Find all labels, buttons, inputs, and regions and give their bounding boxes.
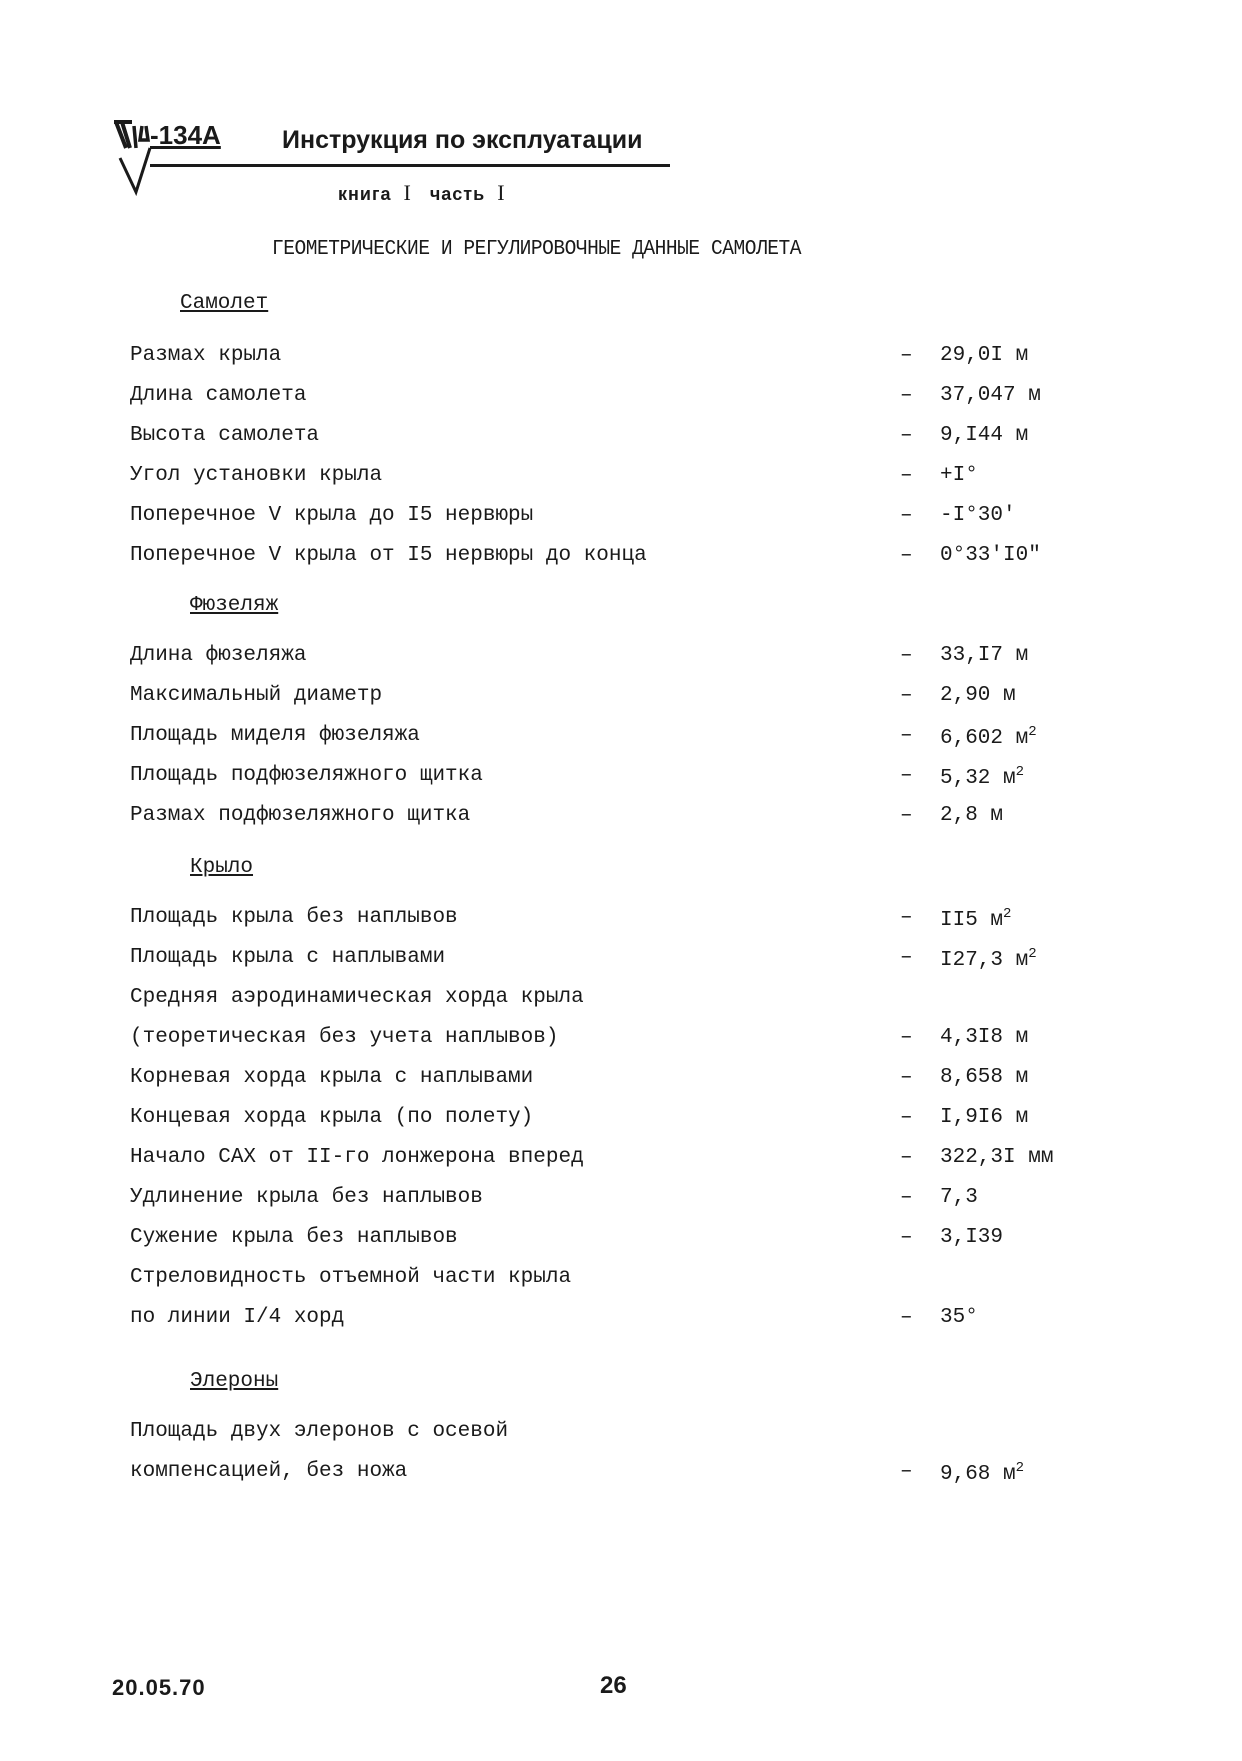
section-title-fuselage: Фюзеляж bbox=[190, 594, 279, 617]
row-label: Площадь крыла с наплывами bbox=[130, 946, 446, 969]
row-dash: – bbox=[900, 344, 913, 367]
table-row bbox=[130, 1106, 1130, 1140]
part-number: I bbox=[497, 180, 506, 205]
row-value: 29,0I м bbox=[940, 344, 1029, 367]
row-dash: – bbox=[900, 1460, 913, 1483]
row-dash: – bbox=[900, 1066, 913, 1089]
row-value-group bbox=[940, 1186, 978, 1209]
row-label: Поперечное V крыла от I5 нервюры до конца bbox=[130, 544, 647, 567]
table-row bbox=[130, 464, 1130, 498]
row-value: 3,I39 bbox=[940, 1226, 1004, 1249]
row-value: 33,I7 м bbox=[940, 644, 1029, 667]
table-row bbox=[130, 1026, 1130, 1060]
row-value-group bbox=[940, 946, 1037, 972]
row-value: 2,8 м bbox=[940, 804, 1004, 827]
table-row bbox=[130, 504, 1130, 538]
row-value: 35° bbox=[940, 1306, 978, 1329]
row-dash: – bbox=[900, 1106, 913, 1129]
row-value: 6,602 м bbox=[940, 727, 1029, 750]
row-label: компенсацией, без ножа bbox=[130, 1460, 408, 1483]
row-value-superscript: 2 bbox=[1003, 906, 1012, 922]
row-label: Поперечное V крыла до I5 нервюры bbox=[130, 504, 534, 527]
row-label: Площадь подфюзеляжного щитка bbox=[130, 764, 483, 787]
footer-date: 20.05.70 bbox=[112, 1675, 206, 1700]
table-row bbox=[130, 764, 1130, 798]
row-value-group bbox=[940, 1146, 1053, 1169]
row-value: 0°33′I0″ bbox=[940, 544, 1041, 567]
row-label: Площадь двух элеронов с осевой bbox=[130, 1420, 509, 1443]
table-row bbox=[130, 724, 1130, 758]
book-label: книга bbox=[338, 184, 392, 204]
table-row bbox=[130, 946, 1130, 980]
table-row bbox=[130, 1306, 1130, 1340]
document-title: Инструкция по эксплуатации bbox=[282, 126, 643, 154]
main-heading: ГЕОМЕТРИЧЕСКИЕ И РЕГУЛИРОВОЧНЫЕ ДАННЫЕ САМОЛЕТА bbox=[272, 238, 801, 261]
row-label: Длина фюзеляжа bbox=[130, 644, 307, 667]
row-label: Стреловидность отъемной части крыла bbox=[130, 1266, 572, 1289]
row-dash: – bbox=[900, 1186, 913, 1209]
row-value-group bbox=[940, 804, 1003, 827]
row-value: 9,68 м bbox=[940, 1463, 1016, 1486]
row-value-group bbox=[940, 644, 1028, 667]
row-label: Размах крыла bbox=[130, 344, 282, 367]
part-label: часть bbox=[429, 184, 486, 204]
table-row bbox=[130, 344, 1130, 378]
row-value-group bbox=[940, 1306, 978, 1329]
row-value-group bbox=[940, 464, 978, 487]
row-value-superscript: 2 bbox=[1015, 1460, 1025, 1476]
row-value: 37,047 м bbox=[940, 384, 1041, 407]
row-label: Сужение крыла без наплывов bbox=[130, 1226, 458, 1249]
row-label: Начало САХ от II-го лонжерона вперед bbox=[130, 1146, 584, 1169]
table-row bbox=[130, 1146, 1130, 1180]
row-label: Корневая хорда крыла с наплывами bbox=[130, 1066, 534, 1089]
row-dash: – bbox=[900, 384, 913, 407]
row-value: +I° bbox=[940, 464, 978, 487]
row-label: Максимальный диаметр bbox=[130, 684, 383, 707]
row-label: Размах подфюзеляжного щитка bbox=[130, 804, 471, 827]
row-dash: – bbox=[900, 1306, 913, 1329]
row-value-group bbox=[940, 724, 1037, 750]
row-label: Угол установки крыла bbox=[130, 464, 383, 487]
row-value-group bbox=[940, 424, 1028, 447]
row-value-group bbox=[940, 1226, 1003, 1249]
table-row bbox=[130, 684, 1130, 718]
table-row bbox=[130, 1266, 1130, 1300]
row-label: Концевая хорда крыла (по полету) bbox=[130, 1106, 534, 1129]
table-row bbox=[130, 906, 1130, 940]
row-dash: – bbox=[900, 764, 913, 787]
row-label: Высота самолета bbox=[130, 424, 320, 447]
row-value: 4,3I8 м bbox=[940, 1026, 1029, 1049]
row-value: -I°30′ bbox=[940, 504, 1016, 527]
row-dash: – bbox=[900, 906, 913, 929]
row-dash: – bbox=[900, 1026, 913, 1049]
table-row bbox=[130, 1420, 1130, 1454]
row-value: I,9I6 м bbox=[940, 1106, 1029, 1129]
table-row bbox=[130, 1186, 1130, 1220]
section-title-aircraft: Самолет bbox=[180, 292, 269, 315]
table-row bbox=[130, 1066, 1130, 1100]
row-value-group bbox=[940, 1460, 1024, 1486]
row-dash: – bbox=[900, 1146, 913, 1169]
table-row bbox=[130, 804, 1130, 838]
row-value-group bbox=[940, 344, 1028, 367]
title-underline bbox=[150, 164, 670, 167]
row-label: по линии I/4 хорд bbox=[130, 1306, 345, 1329]
row-value-group bbox=[940, 1106, 1028, 1129]
row-label: (теоретическая без учета наплывов) bbox=[130, 1026, 559, 1049]
row-label: Удлинение крыла без наплывов bbox=[130, 1186, 483, 1209]
row-value-group bbox=[940, 906, 1011, 932]
page-number: 26 bbox=[600, 1672, 627, 1699]
table-row bbox=[130, 384, 1130, 418]
row-dash: – bbox=[900, 684, 913, 707]
row-dash: – bbox=[900, 464, 913, 487]
aircraft-model: -134A bbox=[150, 120, 221, 150]
row-value-superscript: 2 bbox=[1015, 764, 1025, 780]
row-dash: – bbox=[900, 544, 913, 567]
row-dash: – bbox=[900, 946, 913, 969]
table-row bbox=[130, 986, 1130, 1020]
row-value: 2,90 м bbox=[940, 684, 1016, 707]
row-label: Длина самолета bbox=[130, 384, 307, 407]
section-title-ailerons: Элероны bbox=[190, 1370, 279, 1393]
row-dash: – bbox=[900, 724, 913, 747]
row-value-superscript: 2 bbox=[1028, 724, 1037, 740]
book-part-line bbox=[338, 180, 506, 206]
row-value: 7,3 bbox=[940, 1186, 978, 1209]
row-value-group bbox=[940, 1026, 1028, 1049]
row-value-group bbox=[940, 384, 1041, 407]
row-value: 9,I44 м bbox=[940, 424, 1029, 447]
row-value-group bbox=[940, 544, 1041, 567]
row-value-group bbox=[940, 684, 1016, 707]
section-title-wing: Крыло bbox=[190, 856, 254, 879]
table-row bbox=[130, 1460, 1130, 1494]
row-value: 322,3I мм bbox=[940, 1146, 1054, 1169]
row-label: Площадь миделя фюзеляжа bbox=[130, 724, 420, 747]
table-row bbox=[130, 544, 1130, 578]
row-value: 5,32 м bbox=[940, 767, 1016, 790]
row-dash: – bbox=[900, 504, 913, 527]
row-value-group bbox=[940, 504, 1016, 527]
row-value-group bbox=[940, 1066, 1028, 1089]
row-dash: – bbox=[900, 804, 913, 827]
row-label: Площадь крыла без наплывов bbox=[130, 906, 458, 929]
row-value: 8,658 м bbox=[940, 1066, 1029, 1089]
row-dash: – bbox=[900, 1226, 913, 1249]
table-row bbox=[130, 644, 1130, 678]
row-value: II5 м bbox=[940, 909, 1004, 932]
row-value-group bbox=[940, 764, 1024, 790]
row-value: I27,3 м bbox=[940, 949, 1029, 972]
row-dash: – bbox=[900, 644, 913, 667]
book-number: I bbox=[403, 180, 412, 205]
row-value-superscript: 2 bbox=[1028, 946, 1037, 962]
table-row bbox=[130, 424, 1130, 458]
row-label: Средняя аэродинамическая хорда крыла bbox=[130, 986, 584, 1009]
table-row bbox=[130, 1226, 1130, 1260]
row-dash: – bbox=[900, 424, 913, 447]
